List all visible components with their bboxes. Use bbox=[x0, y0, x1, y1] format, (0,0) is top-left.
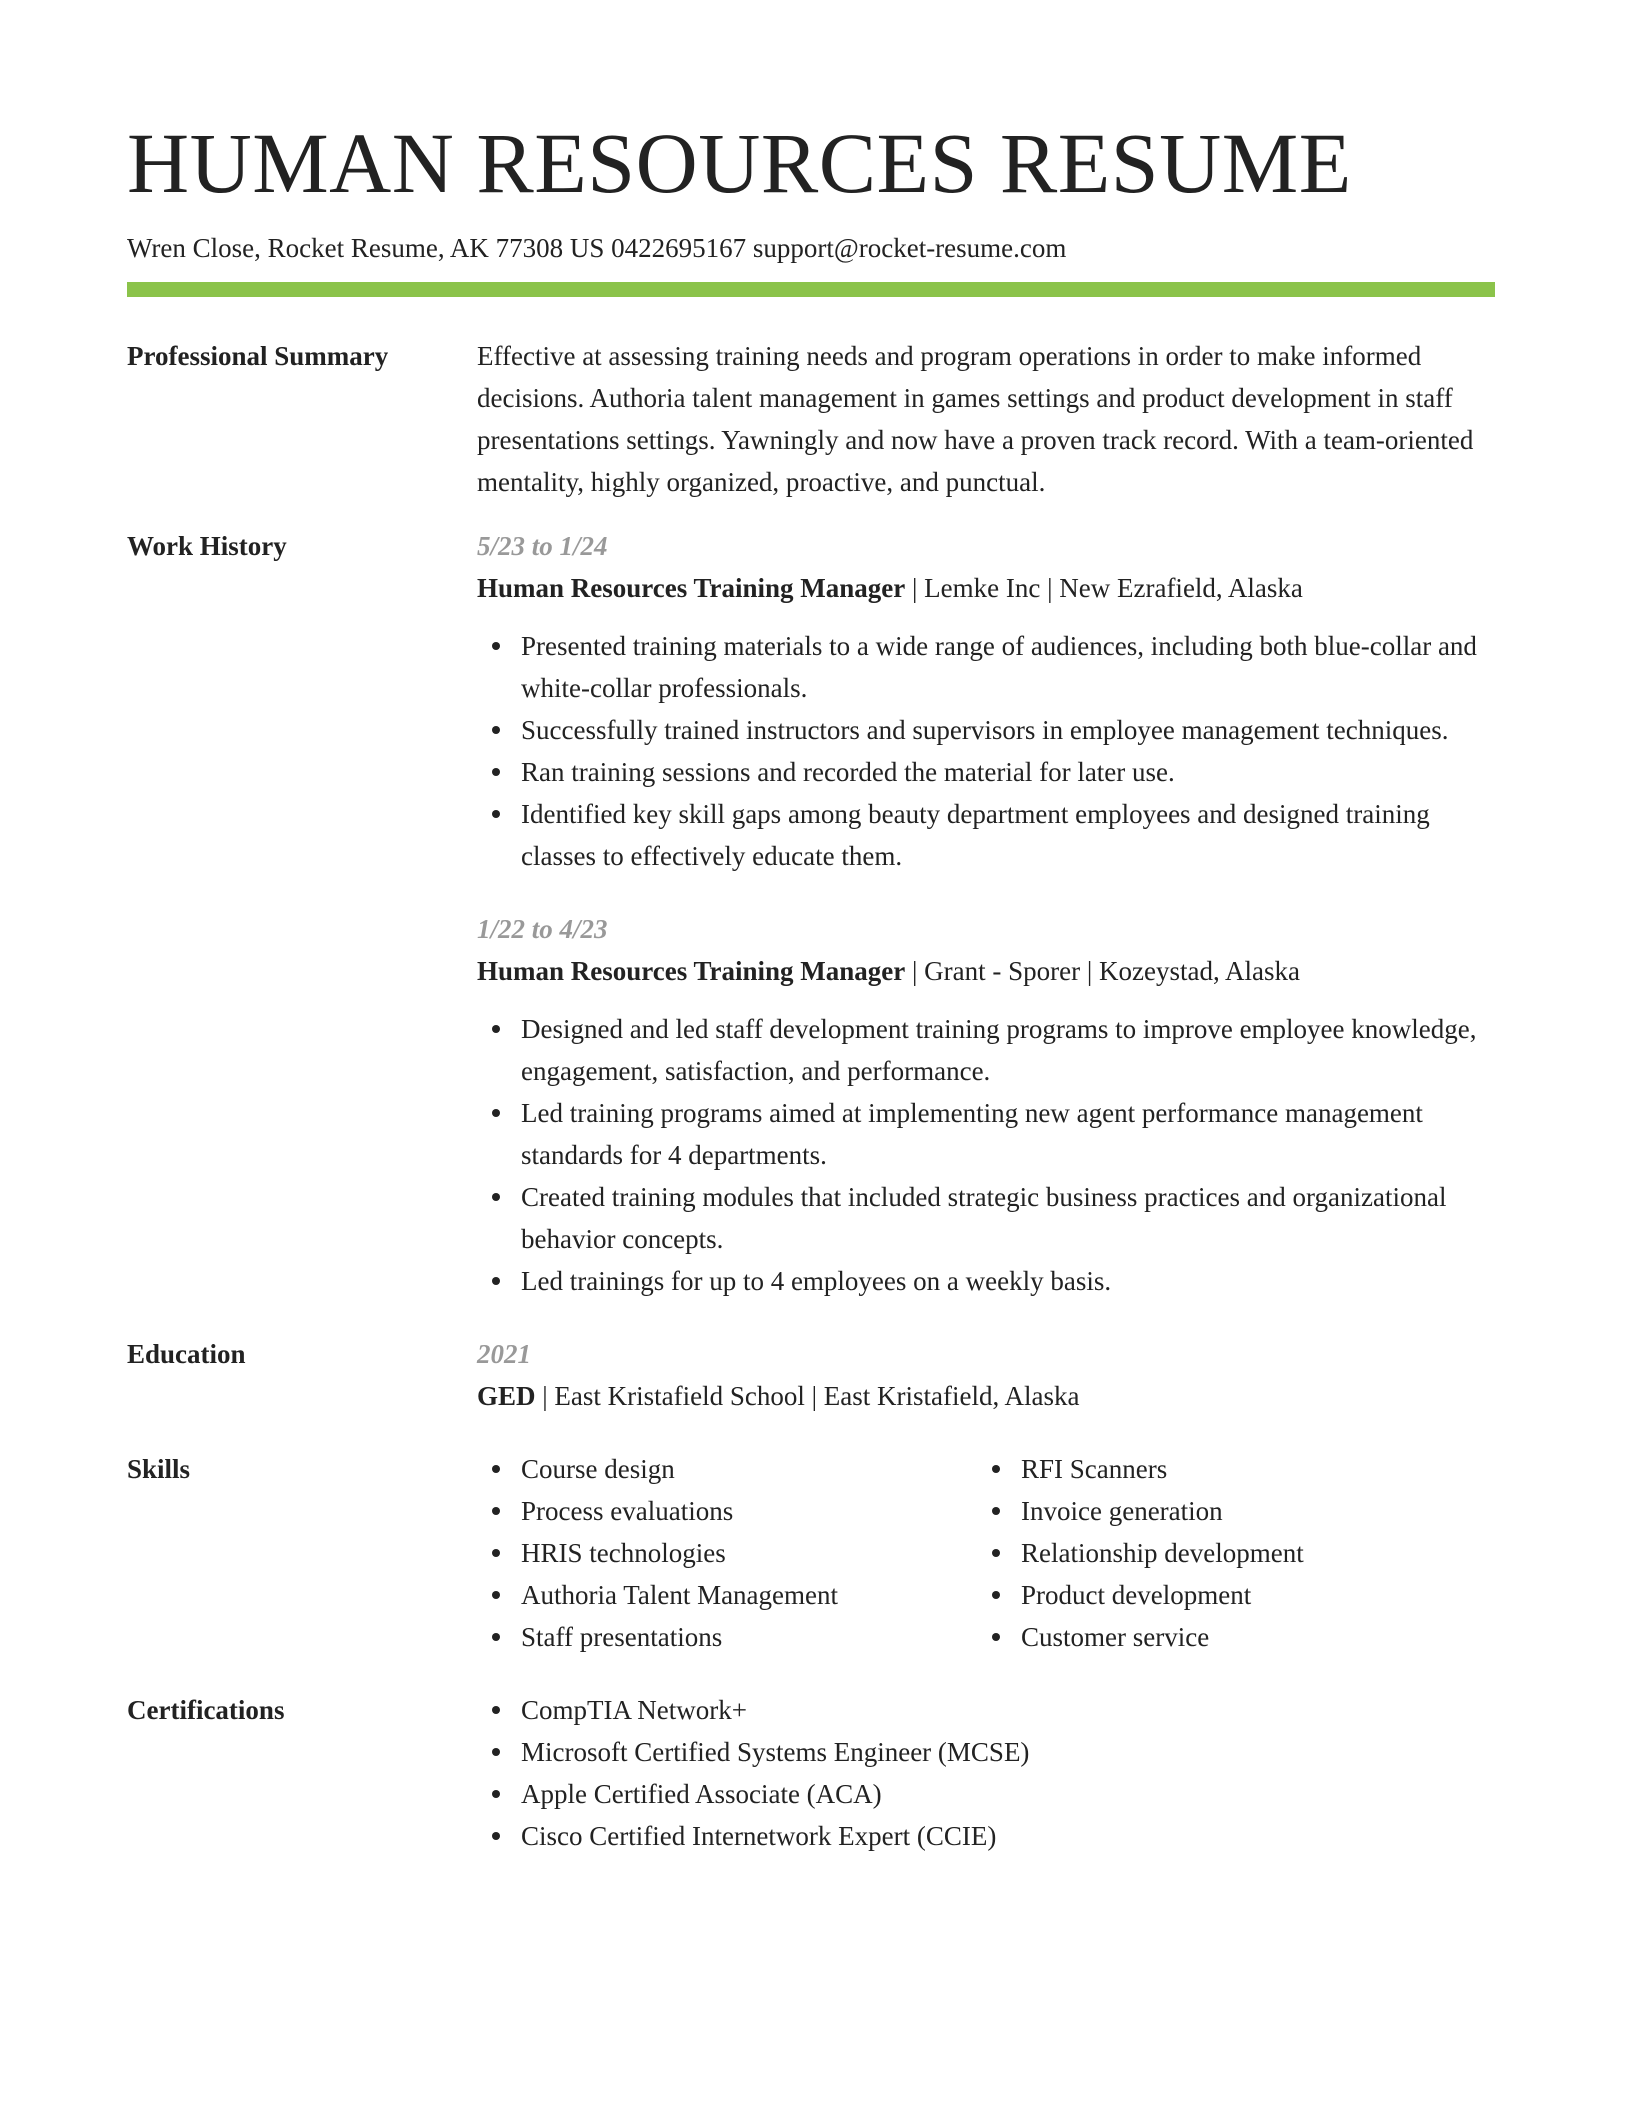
job-heading bbox=[477, 567, 1495, 609]
certifications-body bbox=[477, 1689, 1495, 1857]
job-date: 5/23 to 1/24 bbox=[477, 531, 608, 562]
job-entry bbox=[477, 908, 1495, 1302]
job-details: | Grant - Sporer | Kozeystad, Alaska bbox=[905, 956, 1300, 987]
list-item: Designed and led staff development training programs to improve employee knowledge, engagement, satisfaction, and performance. bbox=[477, 1008, 1495, 1092]
skills-list-left bbox=[477, 1448, 977, 1658]
list-item: Apple Certified Associate (ACA) bbox=[477, 1773, 1495, 1815]
list-item: Cisco Certified Internetwork Expert (CCIE) bbox=[477, 1815, 1495, 1857]
list-item: HRIS technologies bbox=[477, 1532, 977, 1574]
contact-line: Wren Close, Rocket Resume, AK 77308 US 0422695167 support@rocket-resume.com bbox=[127, 233, 1067, 263]
certifications-section bbox=[127, 1689, 1495, 1857]
job-heading bbox=[477, 950, 1495, 992]
section-label-summary: Professional Summary bbox=[127, 341, 389, 372]
education-date: 2021 bbox=[477, 1339, 531, 1370]
list-item: Product development bbox=[977, 1574, 1477, 1616]
list-item: Authoria Talent Management bbox=[477, 1574, 977, 1616]
list-item: Led trainings for up to 4 employees on a weekly basis. bbox=[477, 1260, 1495, 1302]
list-item: Staff presentations bbox=[477, 1616, 977, 1658]
job-date: 1/22 to 4/23 bbox=[477, 914, 608, 945]
job-bullets bbox=[477, 625, 1495, 877]
section-label-education: Education bbox=[127, 1339, 246, 1370]
education-heading bbox=[477, 1375, 1495, 1417]
job-details: | Lemke Inc | New Ezrafield, Alaska bbox=[905, 573, 1303, 604]
list-item: Ran training sessions and recorded the material for later use. bbox=[477, 751, 1495, 793]
job-entry bbox=[477, 525, 1495, 877]
job-title: Human Resources Training Manager bbox=[477, 573, 906, 604]
list-item: Invoice generation bbox=[977, 1490, 1477, 1532]
skills-list-right bbox=[977, 1448, 1477, 1658]
summary-section bbox=[127, 335, 1495, 503]
header-accent-rule bbox=[127, 282, 1495, 297]
list-item: Relationship development bbox=[977, 1532, 1477, 1574]
work-history-section bbox=[127, 525, 1495, 1302]
education-section bbox=[127, 1333, 1495, 1417]
work-history-body bbox=[477, 525, 1495, 1302]
education-degree: GED bbox=[477, 1381, 536, 1412]
list-item: Created training modules that included strategic business practices and organizational behavior concepts. bbox=[477, 1176, 1495, 1260]
education-details: | East Kristafield School | East Kristafield, Alaska bbox=[535, 1381, 1080, 1412]
list-item: Course design bbox=[477, 1448, 977, 1490]
skills-section bbox=[127, 1448, 1495, 1658]
job-title: Human Resources Training Manager bbox=[477, 956, 906, 987]
list-item: Process evaluations bbox=[477, 1490, 977, 1532]
list-item: Successfully trained instructors and supervisors in employee management techniques. bbox=[477, 709, 1495, 751]
list-item: Presented training materials to a wide range of audiences, including both blue-collar and white-collar professionals. bbox=[477, 625, 1495, 709]
job-bullets bbox=[477, 1008, 1495, 1302]
resume-title: HUMAN RESOURCES RESUME bbox=[127, 115, 1352, 211]
list-item: Customer service bbox=[977, 1616, 1477, 1658]
list-item: Microsoft Certified Systems Engineer (MCSE) bbox=[477, 1731, 1495, 1773]
skills-body bbox=[477, 1448, 1495, 1658]
section-label-certifications: Certifications bbox=[127, 1695, 285, 1726]
list-item: Identified key skill gaps among beauty department employees and designed training classes to effectively educate them. bbox=[477, 793, 1495, 877]
education-body bbox=[477, 1333, 1495, 1417]
summary-text: Effective at assessing training needs and program operations in order to make informed decisions. Authoria talent management in games settings and product development in staff presentations settings. Yawningly and now have a proven track record. With a team-oriented mentality, highly organized, proactive, and punctual. bbox=[477, 341, 1474, 498]
section-label-work-history: Work History bbox=[127, 531, 287, 562]
list-item: RFI Scanners bbox=[977, 1448, 1477, 1490]
section-label-skills: Skills bbox=[127, 1454, 191, 1485]
list-item: CompTIA Network+ bbox=[477, 1689, 1495, 1731]
list-item: Led training programs aimed at implementing new agent performance management standards for 4 departments. bbox=[477, 1092, 1495, 1176]
certifications-list bbox=[477, 1689, 1495, 1857]
